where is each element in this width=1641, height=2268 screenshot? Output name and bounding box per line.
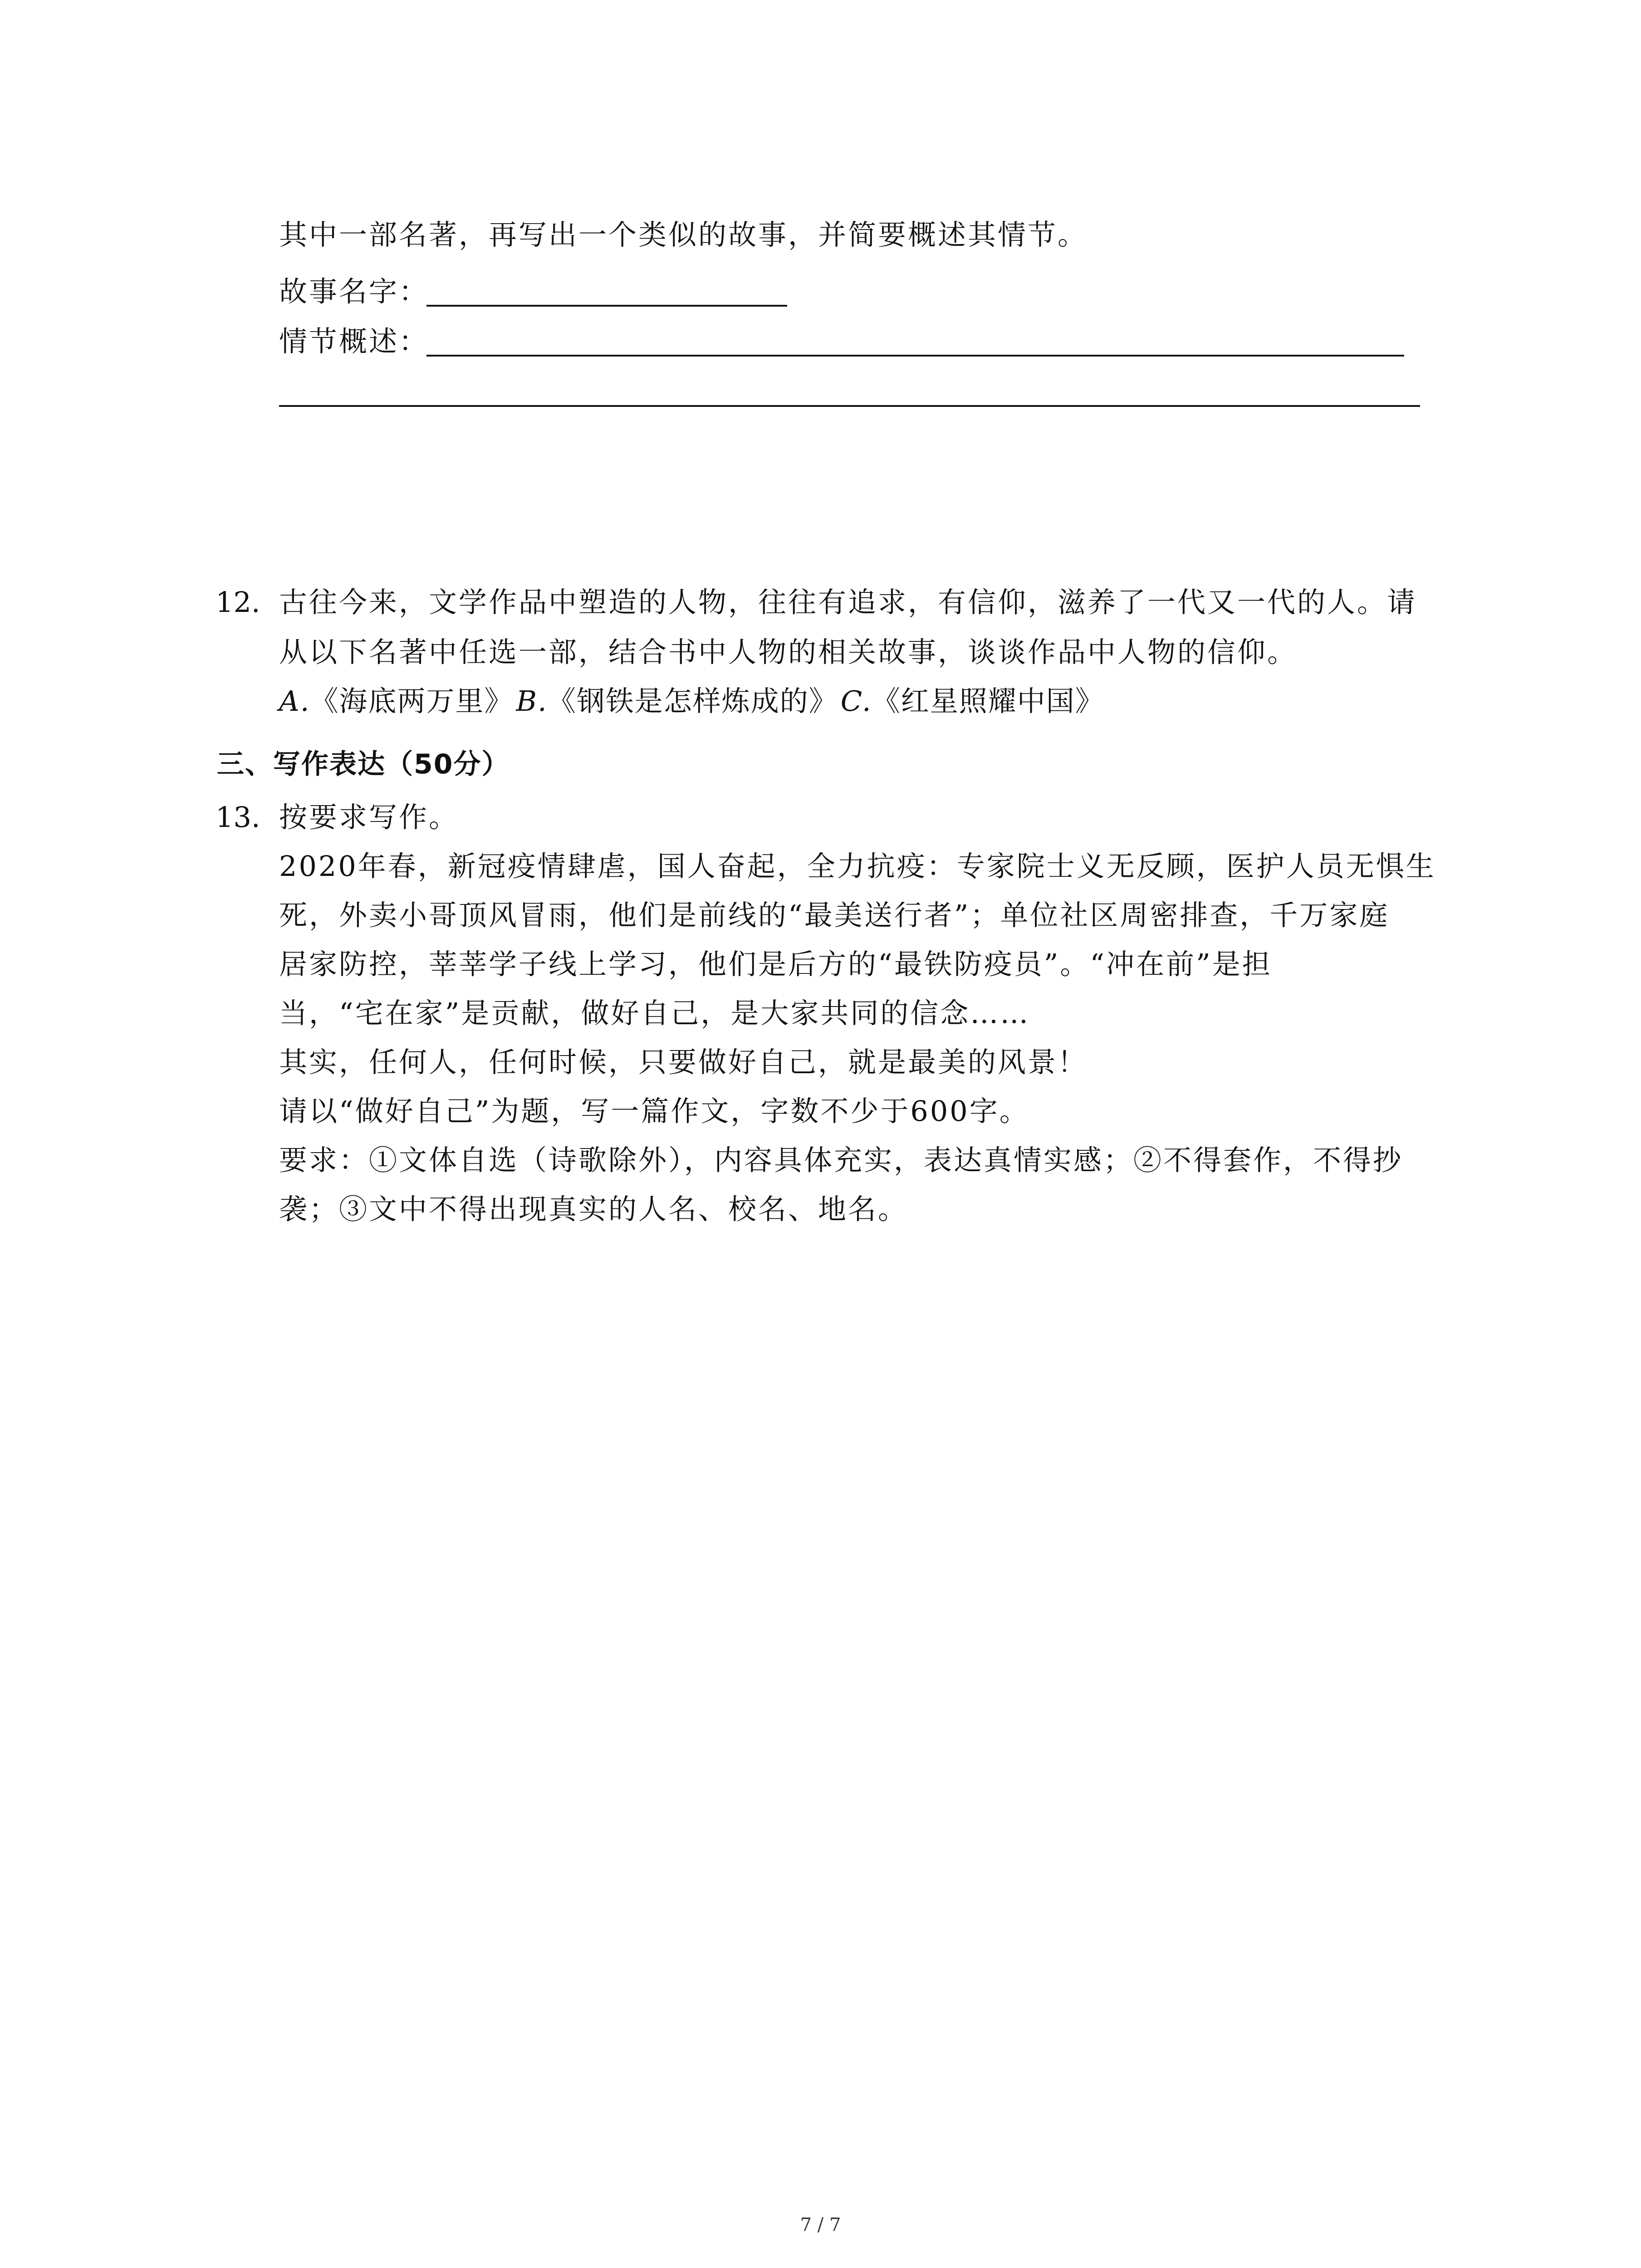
option-a-letter: A. (279, 684, 310, 718)
q13-line-4: 居家防控，莘莘学子线上学习，他们是后方的“最铁防疫员”。“冲在前”是担 (279, 948, 1272, 981)
option-b-letter: B. (516, 684, 548, 718)
q13-line-6: 其实，任何人，任何时候，只要做好自己，就是最美的风景！ (279, 1046, 1088, 1079)
story-name-blank[interactable] (426, 305, 787, 307)
q13-line-2: 2020年春，新冠疫情肆虐，国人奋起，全力抗疫：专家院士义无反顾，医护人员无惧生 (279, 850, 1436, 883)
q13-line-8: 要求：①文体自选（诗歌除外），内容具体充实，表达真情实感；②不得套作，不得抄 (279, 1144, 1403, 1177)
option-b-title: 《钢铁是怎样炼成的》 (547, 684, 838, 718)
section-3-heading: 三、写作表达（50分） (217, 748, 510, 780)
q13-line-9: 袭；③文中不得出现真实的人名、校名、地名。 (279, 1193, 908, 1226)
q12-line-1: 古往今来，文学作品中塑造的人物，往往有追求，有信仰，滋养了一代又一代的人。请 (279, 586, 1417, 619)
plot-summary-blank-1[interactable] (426, 355, 1404, 357)
q12-number: 12. (216, 586, 260, 619)
story-name-label: 故事名字： (279, 275, 429, 308)
plot-summary-blank-2[interactable] (279, 405, 1420, 407)
q13-line-1: 按要求写作。 (279, 801, 459, 834)
option-c-letter: C. (840, 684, 872, 718)
q13-number: 13. (216, 801, 260, 834)
option-c-title: 《红星照耀中国》 (872, 684, 1104, 718)
page-number: 7 / 7 (800, 2214, 841, 2235)
q11-continuation-text: 其中一部名著，再写出一个类似的故事，并简要概述其情节。 (279, 218, 1088, 251)
q13-line-5: 当，“宅在家”是贡献，做好自己，是大家共同的信念…… (279, 997, 1030, 1030)
q13-line-7: 请以“做好自己”为题，写一篇作文，字数不少于600字。 (279, 1095, 1029, 1128)
q12-line-2: 从以下名著中任选一部，结合书中人物的相关故事，谈谈作品中人物的信仰。 (279, 635, 1298, 669)
q13-line-3: 死，外卖小哥顶风冒雨，他们是前线的“最美送行者”；单位社区周密排查，千万家庭 (279, 899, 1390, 932)
plot-summary-label: 情节概述： (279, 325, 429, 358)
option-a-title: 《海底两万里》 (310, 684, 514, 718)
q12-options (279, 683, 1104, 719)
